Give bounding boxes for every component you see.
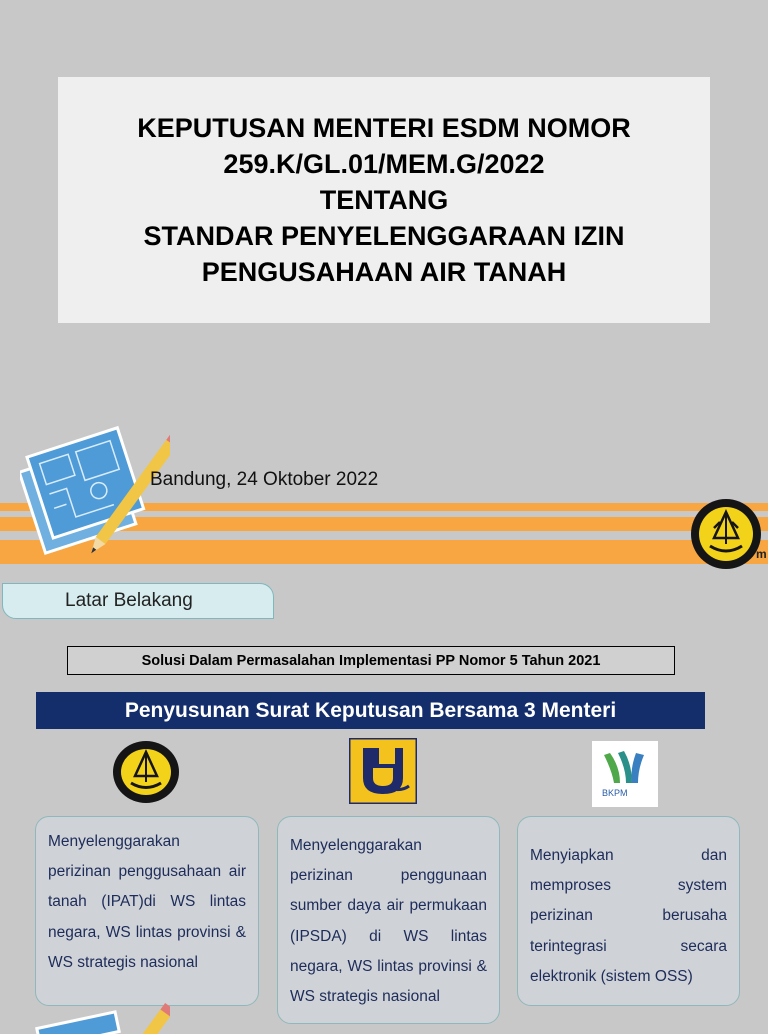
esdm-logo-icon	[112, 740, 180, 804]
bkpm-logo-icon	[592, 741, 658, 807]
title-box	[58, 77, 710, 323]
blueprint-pencil-icon	[20, 420, 170, 570]
title-line-4: STANDAR PENYELENGGARAAN IZIN	[143, 221, 625, 251]
card-esdm: Menyelenggarakan perizinan penggusahaan air tanah (IPAT)di WS lintas negara, WS lintas provinsi & WS strategis nasional	[35, 816, 259, 1006]
section-tab: Latar Belakang	[2, 583, 274, 619]
banner-title: Penyusunan Surat Keputusan Bersama 3 Menteri	[36, 692, 705, 729]
blueprint-pencil-icon	[20, 994, 170, 1034]
card-bkpm: Menyiapkan dan memproses system perizinan berusaha terintegrasi secara elektronik (sistem OSS)	[517, 816, 740, 1006]
card-pupr: Menyelenggarakan perizinan penggunaan sumber daya air permukaan (IPSDA) di WS lintas negara, WS lintas provinsi & WS strategis nasional	[277, 816, 500, 1024]
logo-suffix: m	[756, 547, 767, 561]
title-line-3: TENTANG	[319, 185, 449, 215]
title-line-5: PENGUSAHAAN AIR TANAH	[201, 257, 567, 287]
title-line-2: 259.K/GL.01/MEM.G/2022	[223, 149, 545, 179]
background-slide	[0, 578, 768, 1024]
esdm-logo-icon	[690, 498, 762, 570]
subtitle-box: Solusi Dalam Permasalahan Implementasi PP Nomor 5 Tahun 2021	[67, 646, 675, 675]
title-line-1: KEPUTUSAN MENTERI ESDM NOMOR	[137, 113, 631, 143]
pupr-logo-icon	[349, 738, 417, 804]
presentation-date: Bandung, 24 Oktober 2022	[150, 469, 379, 490]
bkpm-text: BKPM	[602, 788, 628, 798]
bkpm-logo	[592, 741, 658, 807]
